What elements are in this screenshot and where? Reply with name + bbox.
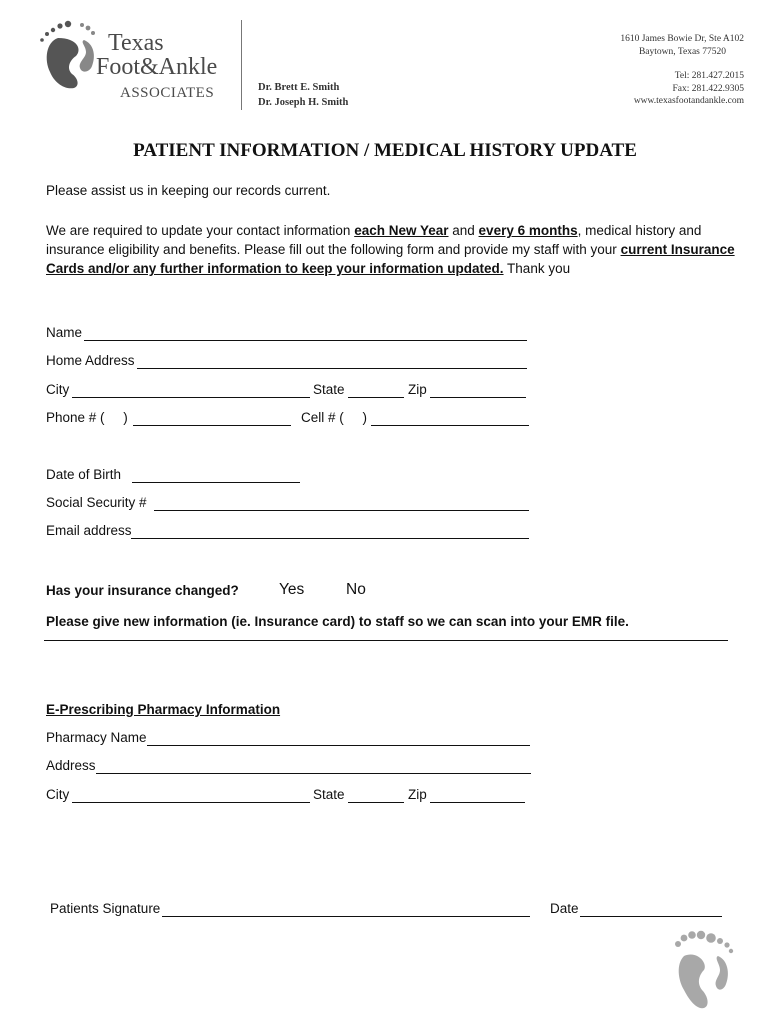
doctor-list <box>258 80 348 110</box>
notice-emphasis: current Insurance Cards and/or any further information to keep your information updated. <box>46 242 735 276</box>
header-divider <box>241 20 242 110</box>
intro-text: Please assist us in keeping our records current. <box>46 183 331 198</box>
city-input[interactable] <box>72 397 310 398</box>
home-address-label: Home Address <box>46 353 135 368</box>
pharmacy-zip-input[interactable] <box>430 802 525 803</box>
website: www.texasfootandankle.com <box>633 96 744 106</box>
state-input[interactable] <box>348 397 404 398</box>
street-address: 1610 James Bowie Dr, Ste A102 <box>620 34 744 44</box>
page-title: PATIENT INFORMATION / MEDICAL HISTORY UPDATE <box>133 140 637 161</box>
name-input[interactable] <box>84 340 527 341</box>
pharmacy-city-label: City <box>46 787 70 802</box>
doctor-name: Dr. Joseph H. Smith <box>258 97 349 108</box>
insurance-question: Has your insurance changed? <box>46 583 239 598</box>
doctor-name: Dr. Brett E. Smith <box>258 82 340 93</box>
pharmacy-name-label: Pharmacy Name <box>46 730 147 745</box>
notice-text: and <box>448 223 479 238</box>
telephone: Tel: 281.427.2015 <box>674 71 744 81</box>
insurance-note-line[interactable] <box>44 640 728 641</box>
fax: Fax: 281.422.9305 <box>672 83 744 94</box>
email-input[interactable] <box>131 538 529 539</box>
notice-paragraph <box>46 221 736 278</box>
pharmacy-city-input[interactable] <box>72 802 310 803</box>
zip-label: Zip <box>408 382 427 397</box>
cell-label: Cell # ( ) <box>301 410 368 425</box>
pharmacy-heading: E-Prescribing Pharmacy Information <box>46 702 281 717</box>
logo <box>36 16 236 106</box>
logo-line-texas: Texas <box>108 30 164 56</box>
pharmacy-state-label: State <box>313 787 345 802</box>
insurance-yes-option[interactable]: Yes <box>279 581 305 598</box>
insurance-instruction: Please give new information (ie. Insurance card) to staff so we can scan into your EMR file. <box>46 614 629 629</box>
zip-input[interactable] <box>430 397 526 398</box>
footprint-logo-icon <box>36 20 98 92</box>
cell-input[interactable] <box>371 425 529 426</box>
phone-input[interactable] <box>133 425 291 426</box>
ssn-label: Social Security # <box>46 495 147 510</box>
pharmacy-name-input[interactable] <box>147 745 530 746</box>
notice-emphasis: each New Year <box>354 223 449 238</box>
state-label: State <box>313 382 345 397</box>
notice-text: We are required to update your contact information <box>46 223 355 238</box>
practice-address-block <box>524 33 744 108</box>
logo-line-associates: ASSOCIATES <box>120 85 215 101</box>
pharmacy-state-input[interactable] <box>348 802 404 803</box>
ssn-input[interactable] <box>154 510 529 511</box>
city-label: City <box>46 382 70 397</box>
signature-date-label: Date <box>550 901 579 916</box>
dob-input[interactable] <box>132 482 300 483</box>
dob-label: Date of Birth <box>46 467 122 482</box>
name-label: Name <box>46 325 83 340</box>
signature-input[interactable] <box>162 916 530 917</box>
notice-emphasis: every 6 months <box>478 223 578 238</box>
city-address: Baytown, Texas 77520 <box>638 46 726 57</box>
pharmacy-zip-label: Zip <box>408 787 427 802</box>
signature-label: Patients Signature <box>50 901 161 916</box>
signature-date-input[interactable] <box>580 916 722 917</box>
home-address-input[interactable] <box>137 368 527 369</box>
phone-label: Phone # ( ) <box>46 410 128 425</box>
notice-text: , medical history and insurance eligibility and benefits. Please fill out the following form and provide my staff with your <box>46 223 702 257</box>
logo-line-foot-ankle: Foot&Ankle <box>96 54 218 80</box>
pharmacy-address-label: Address <box>46 758 96 773</box>
pharmacy-address-input[interactable] <box>96 773 531 774</box>
insurance-no-option[interactable]: No <box>346 581 366 598</box>
email-label: Email address <box>46 523 132 538</box>
notice-text: Thank you <box>503 261 571 276</box>
footprint-watermark-icon <box>668 930 736 1014</box>
